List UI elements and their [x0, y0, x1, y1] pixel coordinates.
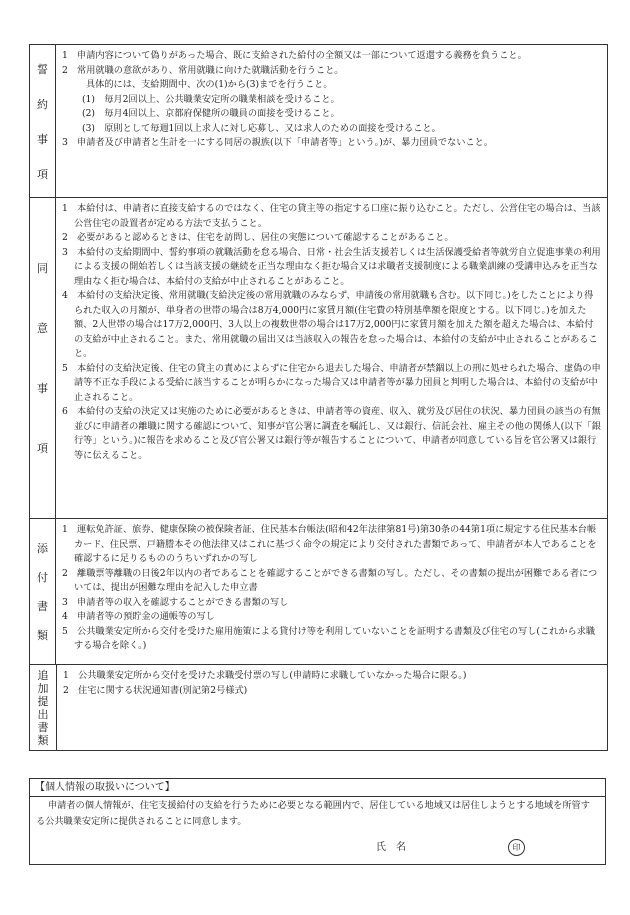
oath-item-2: 2 常用就職の意欲があり、常用就職に向けた就職活動を行うこと。: [62, 64, 344, 76]
attach-content: [56, 519, 607, 664]
label-char: 付: [37, 570, 48, 584]
consent-section: [30, 198, 607, 519]
attach-item-3: 3 申請者等の収入を確認することができる書類の写し: [62, 596, 289, 608]
label-char: 意: [37, 322, 48, 335]
oath-item-3: 3 申請者及び申請者と生計を一にする同居の親族(以下「申請者等」という。)が、暴力団員でないこと。: [62, 137, 494, 148]
label-char: 類: [37, 733, 49, 747]
seal-icon: 印: [508, 839, 525, 856]
label-char: 提: [37, 694, 49, 708]
consent-item-6: 6 本給付の支給の決定又は実施のために必要があるときは、申請者等の資産、収入、就労及び居住の状況、暴力団員の該当の有無並びに申請者の離職に関する確認について、知事が官公署に調査を嘱託し、又は銀行、信託会社、雇主その他の関係人(以下「銀行等」という。)に報告を求めること及び官公署又は銀行等が報告することについて、申請者が同意している旨を官公署又は銀行等に伝えること。: [62, 406, 601, 461]
oath-subitem-2: (2) 毎月4回以上、京都府保健所の職員の面接を受けること。: [82, 108, 340, 119]
consent-item-3: 3 本給付の支給期間中、誓約事項の就職活動を怠る場合、日常・社会生活支援若しくは生活保護受給者等就労自立促進事業の利用による支援の開始若しくは当該支援の継続を正当な理由なく拒む場合又は求職者支援制度による職業訓練の受講申込みを正当な理由なく拒む場合は、本給付の支給が中止されることがあること。: [62, 246, 601, 287]
additional-label: [30, 665, 57, 750]
oath-subitem-3: (3) 原則として毎週1回以上求人に対し応募し、又は求人のための面接を受けること。: [82, 122, 441, 134]
additional-item-2: 2 住宅に関する状況通知書(別記第2号様式): [63, 684, 248, 696]
consent-item-1: 1 本給付は、申請者に直接支給するのではなく、住宅の貸主等の指定する口座に振り込むこと。ただし、公営住宅の場合は、当該公営住宅の設置者が定める方法で支払うこと。: [62, 203, 601, 229]
privacy-heading: 【個人情報の取扱いについて】: [29, 778, 606, 797]
consent-item-4: 4 本給付の支給決定後、常用就職(支給決定後の常用就職のみならず、申請後の常用就職も含む。以下同じ。)をしたことにより得られた収入の月額が、単身者の世帯の場合は8万4,000円に家賃月額(住宅費の特別基準額を限度とする。以下同じ。)を加えた額、2人世帯の場合は17万2,000円、3人以上の複数世帯の場合は17万2,000円に家賃月額を加えた額を超えた場合は、本給付の支給が中止されること。また、常用就職の届出又は当該収入の報告を怠った場合は、本給付の支給が中止されることがあること。: [62, 290, 598, 359]
label-char: 追: [37, 668, 49, 682]
label-char: 添: [37, 541, 48, 555]
consent-item-2: 2 必要があると認めるときは、住宅を訪問し、居住の実態について確認することがあること。: [62, 232, 454, 243]
attach-label: [30, 519, 56, 664]
oath-content: [56, 45, 607, 197]
label-char: 事: [37, 132, 48, 146]
privacy-body: 申請者の個人情報が、住宅支援給付の支給を行うために必要となる範囲内で、居住している地域又は居住しようとする地域を所管する公共職業安定所に提供されることに同意します。: [36, 800, 590, 827]
label-char: 項: [37, 442, 48, 455]
label-char: 同: [37, 262, 48, 275]
additional-section: [30, 665, 607, 750]
form-table: [29, 44, 608, 751]
consent-label: [30, 198, 56, 518]
label-char: 約: [37, 97, 48, 111]
additional-item-1: 1 公共職業安定所から交付を受けた求職受付票の写し(申請時に求職していなかった場合に限る。): [63, 670, 467, 681]
label-char: 類: [37, 629, 48, 643]
oath-label: [30, 45, 56, 197]
name-label: 氏 名: [376, 841, 406, 853]
attach-item-5: 5 公共職業安定所から交付を受けた雇用施策による貸付け等を利用していないことを証明する書類及び住宅の写し(これから求職する場合を除く。): [62, 625, 596, 651]
label-char: 誓: [37, 62, 48, 76]
attach-item-2: 2 離職票等離職の日後2年以内の者であることを確認することができる書類の写し。ただし、その書類の提出が困難である者については、提出が困難な理由を記入した申立書: [62, 567, 598, 593]
label-char: 書: [37, 600, 48, 614]
consent-content: [56, 198, 607, 518]
consent-item-5: 5 本給付の支給決定後、住宅の貸主の責めによらずに住宅から退去した場合、申請者が禁錮以上の刑に処せられた場合、虚偽の申請等不正な手段による受給に該当することが明らかになった場合又は申請者等が暴力団員と判明した場合は、本給付の支給が中止されること。: [62, 362, 601, 403]
label-char: 書: [37, 720, 49, 734]
label-char: 項: [37, 167, 48, 181]
attach-item-1: 1 運転免許証、旅券、健康保険の被保険者証、住民基本台帳法(昭和42年法律第81号)第30条の44第1項に規定する住民基本台帳カード、住民票、戸籍謄本その他法律又はこれに基づく命令の規定により交付された書類であって、申請者が本人であることを確認するに足りるもののうちいずれかの写し: [62, 524, 597, 564]
oath-item-2-detail: 具体的には、支給期間中、次の(1)から(3)までを行うこと。: [86, 79, 333, 90]
privacy-section: [29, 793, 606, 865]
signature-area: [376, 839, 525, 856]
label-char: 加: [37, 681, 49, 695]
label-char: 出: [37, 707, 49, 721]
oath-section: [30, 45, 607, 198]
attach-item-4: 4 申請者等の預貯金の通帳等の写し: [62, 611, 215, 622]
attach-section: [30, 519, 607, 665]
oath-subitem-1: (1) 毎月2回以上、公共職業安定所の職業相談を受けること。: [82, 93, 340, 105]
label-char: 事: [37, 382, 48, 395]
oath-item-1: 1 申請内容について偽りがあった場合、既に支給された給付の全額又は一部について返還する義務を負うこと。: [62, 50, 527, 61]
additional-content: [57, 665, 607, 750]
